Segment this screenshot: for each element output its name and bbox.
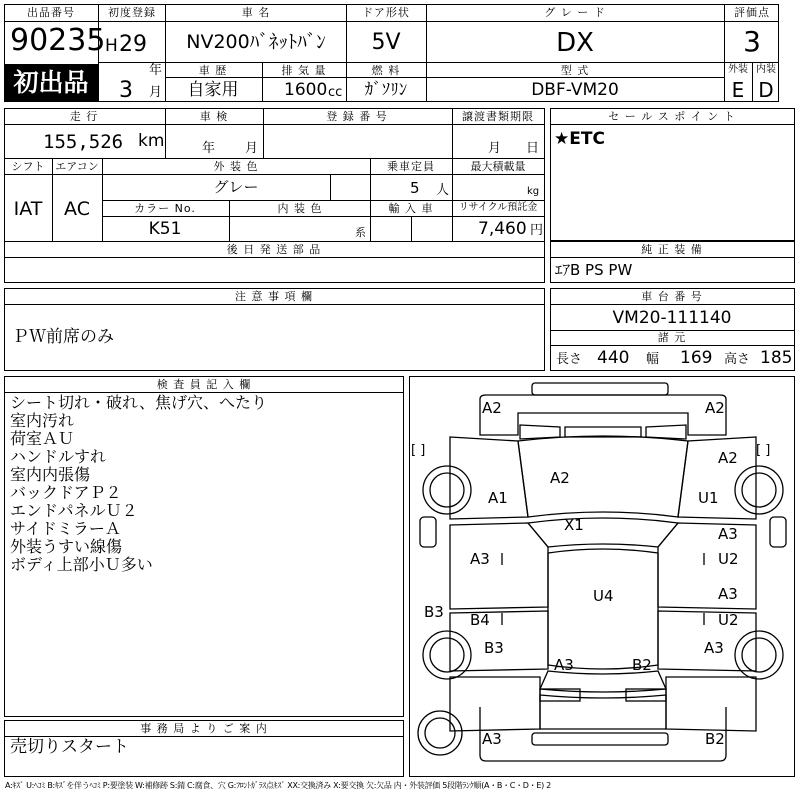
car-outline	[410, 377, 796, 778]
score: 3	[743, 25, 761, 58]
capacity-unit: 人	[436, 183, 450, 198]
inspector-line: ハンドルすれ	[10, 447, 107, 466]
history: 自家用	[187, 80, 239, 100]
recycle-fee: 7,460	[478, 219, 527, 239]
grade-label: グ レ ー ド	[544, 6, 606, 19]
dims-label: 諸 元	[657, 331, 687, 344]
length-label: 長さ	[556, 352, 583, 367]
displacement: 1600	[284, 80, 328, 100]
damage-mark: U2	[718, 611, 739, 629]
equipment-label: 純 正 装 備	[641, 243, 703, 256]
damage-mark: U1	[698, 489, 719, 507]
ac-label: エアコン	[55, 160, 99, 173]
damage-mark: B3	[484, 639, 504, 657]
damage-mark: B2	[632, 656, 652, 674]
inspector-line: 室内内張傷	[10, 465, 91, 484]
office-text: 売切りスタート	[10, 737, 129, 757]
damage-diagram	[409, 376, 795, 777]
bracket-left: [ ]	[411, 443, 426, 458]
inspector-line: エンドパネルＵ２	[10, 501, 138, 520]
ext-grade: E	[731, 78, 745, 102]
mileage-label: 走 行	[69, 110, 99, 123]
inspector-line: ボディ上部小Ｕ多い	[10, 555, 153, 574]
damage-mark: A2	[705, 399, 725, 417]
damage-mark: X1	[564, 516, 584, 534]
notes-text: ＰＷ前席のみ	[12, 327, 114, 347]
chassis-label: 車 台 番 号	[641, 290, 703, 303]
model: DBF-VM20	[531, 80, 619, 100]
damage-mark: U4	[593, 587, 614, 605]
damage-mark: A1	[488, 489, 508, 507]
transfer-doc-label: 譲渡書類期限	[462, 110, 534, 123]
color-no: K51	[148, 219, 182, 239]
reg-year: 29	[119, 32, 147, 57]
int-color-unit: 系	[355, 226, 366, 239]
reg-number-label: 登 録 番 号	[326, 110, 388, 123]
damage-mark: A3	[718, 525, 738, 543]
sales-point-box	[550, 108, 795, 241]
int-grade-label: 内装	[756, 64, 776, 75]
inspection-year-unit: 年	[202, 141, 216, 156]
inspector-line: バックドアＰ２	[10, 483, 122, 502]
first-listing-text: 初出品	[13, 68, 89, 97]
displacement-unit: cc	[328, 85, 343, 100]
width-label: 幅	[646, 352, 660, 367]
grade: DX	[556, 28, 594, 58]
height-label: 高さ	[724, 352, 751, 367]
ac: AC	[64, 198, 90, 220]
lot-number-label: 出品番号	[27, 6, 75, 19]
chassis-number: VM20-111140	[612, 308, 732, 328]
score-label: 評価点	[734, 6, 770, 19]
shift-label: シフト	[11, 160, 45, 173]
color-label: 外 装 色	[213, 160, 259, 173]
damage-mark: A2	[482, 399, 502, 417]
inspector-line: サイドミラーＡ	[10, 519, 121, 538]
capacity: 5	[410, 179, 420, 197]
transfer-day-unit: 日	[526, 141, 540, 156]
model-label: 型 式	[560, 64, 590, 77]
color: グレー	[213, 178, 259, 196]
sales-point-text: ★ETC	[554, 129, 605, 149]
reg-month-unit: 月	[149, 85, 163, 100]
sales-point-label: セ ー ル ス ポ イ ン ト	[608, 110, 736, 123]
inspector-line: シート切れ・破れ、焦げ穴、へたり	[10, 393, 267, 412]
damage-mark: B3	[424, 603, 444, 621]
inspector-notes	[10, 395, 267, 575]
inspection-month-unit: 月	[245, 141, 259, 156]
car-name: NV200ﾊﾞﾈｯﾄﾊﾞﾝ	[186, 31, 326, 53]
history-label: 車 歴	[198, 64, 228, 77]
reg-era: H	[105, 36, 118, 56]
door-label: ドア形状	[362, 6, 410, 19]
recycle-unit: 円	[530, 223, 544, 238]
inspector-label: 検 査 員 記 入 欄	[156, 378, 252, 391]
int-grade: D	[758, 78, 774, 102]
door: 5V	[371, 30, 401, 55]
fuel: ｶﾞｿﾘﾝ	[364, 80, 408, 100]
damage-mark: U2	[718, 550, 739, 568]
damage-mark: B2	[705, 730, 725, 748]
inspector-line: 荷室ＡＵ	[10, 429, 75, 448]
lot-number: 90235	[10, 23, 106, 58]
color-no-label: カラー No.	[134, 202, 196, 215]
damage-mark: A3	[470, 550, 490, 568]
legend: A:ｷｽﾞ U:ﾍｺﾐ B:ｷｽﾞを伴うﾍｺﾐ P:要塗装 W:補修跡 S:錆 C:腐食、穴 G:ﾌﾛﾝﾄｶﾞﾗｽ点ｷｽﾞ XX:交換済み X:要交換 欠:欠品 内・外装評価 5段階ﾗﾝｸ順(A・B・C・D・E) 2	[5, 781, 551, 790]
later-parts-label: 後 日 発 送 部 品	[226, 243, 322, 256]
mileage: 155,526	[43, 131, 124, 153]
damage-mark: A3	[482, 730, 502, 748]
inspector-line: 外装うすい線傷	[10, 537, 123, 556]
mileage-unit: km	[138, 131, 165, 151]
inspector-line: 室内汚れ	[10, 411, 75, 430]
shift: IAT	[13, 198, 43, 220]
damage-mark: A2	[550, 469, 570, 487]
damage-mark: B4	[470, 611, 490, 629]
recycle-label: リサイクル預託金	[458, 202, 538, 213]
inspection-label: 車 検	[199, 110, 229, 123]
height: 185	[760, 348, 793, 368]
length: 440	[597, 348, 630, 368]
damage-mark: A2	[718, 449, 738, 467]
load-unit: kg	[527, 186, 540, 197]
displacement-label: 排 気 量	[281, 64, 327, 77]
width: 169	[680, 348, 713, 368]
fuel-label: 燃 料	[371, 64, 401, 77]
first-reg-label: 初度登録	[108, 6, 156, 19]
damage-mark: A3	[704, 639, 724, 657]
notes-label: 注 意 事 項 欄	[235, 290, 313, 303]
capacity-label: 乗車定員	[387, 160, 435, 173]
bracket-right: [ ]	[756, 443, 771, 458]
equipment-text: ｴｱB PS PW	[555, 261, 633, 279]
reg-year-unit: 年	[149, 63, 163, 78]
int-color-label: 内 装 色	[277, 202, 323, 215]
damage-mark: A3	[554, 656, 574, 674]
import-label: 輸 入 車	[388, 202, 434, 215]
office-label: 事 務 局 よ り ご 案 内	[140, 722, 268, 735]
damage-mark: A3	[718, 585, 738, 603]
car-name-label: 車 名	[241, 6, 271, 19]
load-label: 最大積載量	[470, 160, 526, 173]
reg-month: 3	[119, 78, 133, 103]
transfer-month-unit: 月	[488, 141, 502, 156]
ext-grade-label: 外装	[728, 64, 748, 75]
